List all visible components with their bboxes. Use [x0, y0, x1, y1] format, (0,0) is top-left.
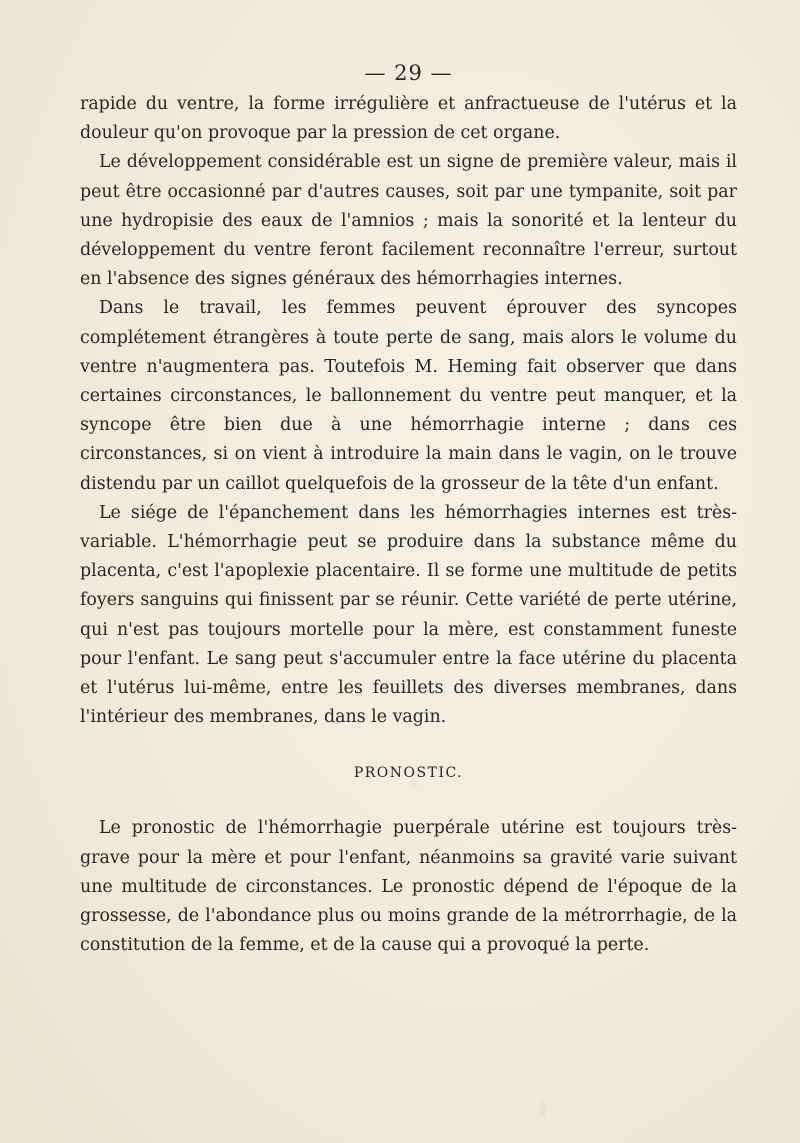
- paragraph: Le développement considérable est un signe de première valeur, mais il peut être occasionné par d'autres causes, soit par une tympanite, soit par une hydropisie des eaux de l'amnios ; mais la sonorité et la lenteur du développement du ventre feront facilement reconnaître l'erreur, surtout en l'absence des signes généraux des hémorrhagies internes.: [80, 152, 737, 290]
- paragraph: Dans le travail, les femmes peuvent éprouver des syncopes complétement étrangères à toute perte de sang, mais alors le volume du ventre n'augmentera pas. Toutefois M. Heming fait observer que dans certaines circonstances, le ballonnement du ventre peut manquer, et la syncope être bien due à une hémorrhagie interne ; dans ces circonstances, si on vient à introduire la main dans le vagin, on le trouve distendu par un caillot quelquefois de la grosseur de la tête d'un enfant.: [80, 298, 737, 494]
- section-heading: PRONOSTIC.: [353, 765, 464, 782]
- paragraph: Le siége de l'épanchement dans les hémorrhagies internes est très-variable. L'hémorrhagie peut se produire dans la substance même du placenta, c'est l'apoplexie placentaire. Il se forme une multitude de petits foyers sanguins qui finissent par se réunir. Cette variété de perte utérine, qui n'est pas toujours mortelle pour la mère, est constamment funeste pour l'enfant. Le sang peut s'accumuler entre la face utérine du placenta et l'utérus lui-même, entre les feuillets des diverses membranes, dans l'intérieur des membranes, dans le vagin.: [80, 502, 737, 728]
- document-page: [80, 58, 737, 960]
- paragraph: rapide du ventre, la forme irrégulière et anfractueuse de l'utérus et la douleur qu'on provoque par la pression de cet organe.: [80, 94, 737, 144]
- paragraph: Le pronostic de l'hémorrhagie puerpérale utérine est toujours très-grave pour la mère et pour l'enfant, néanmoins sa gravité varie suivant une multitude de circonstances. Le pronostic dépend de l'époque de la grossesse, de l'abondance plus ou moins grande de la métrorrhagie, de la constitution de la femme, et de la cause qui a provoqué la perte.: [80, 818, 737, 956]
- page-number: — 29 —: [364, 61, 453, 85]
- paper-stain: [540, 1100, 546, 1118]
